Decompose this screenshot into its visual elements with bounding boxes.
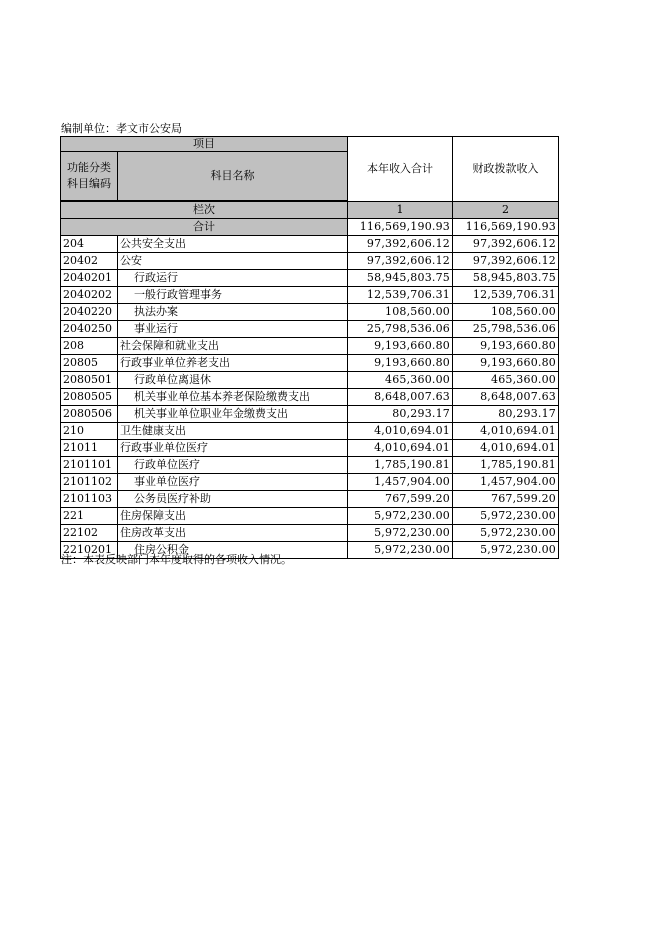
- table-row: [61, 440, 559, 457]
- row-code: 21011: [61, 440, 118, 457]
- table-row: [61, 508, 559, 525]
- row-code: 2040250: [61, 321, 118, 338]
- row-code: 210: [61, 423, 118, 440]
- table-row: [61, 287, 559, 304]
- row-name: 行政单位离退休: [118, 372, 348, 389]
- row-col1: 5,972,230.00: [348, 508, 453, 525]
- row-name: 执法办案: [118, 304, 348, 321]
- row-col2: 8,648,007.63: [453, 389, 559, 406]
- row-name: 住房保障支出: [118, 508, 348, 525]
- row-col2: 9,193,660.80: [453, 338, 559, 355]
- row-col1: 1,457,904.00: [348, 474, 453, 491]
- col1-number: 1: [348, 202, 453, 219]
- row-col2: 465,360.00: [453, 372, 559, 389]
- row-code: 2080505: [61, 389, 118, 406]
- row-name: 行政事业单位医疗: [118, 440, 348, 457]
- table-row: [61, 457, 559, 474]
- item-header: 项目: [61, 137, 348, 152]
- table-row: [61, 236, 559, 253]
- row-col2: 4,010,694.01: [453, 423, 559, 440]
- row-col1: 5,972,230.00: [348, 525, 453, 542]
- table-row: [61, 304, 559, 321]
- row-code: 2040201: [61, 270, 118, 287]
- row-code: 2101102: [61, 474, 118, 491]
- row-col2: 25,798,536.06: [453, 321, 559, 338]
- row-col1: 8,648,007.63: [348, 389, 453, 406]
- row-col1: 465,360.00: [348, 372, 453, 389]
- row-code: 2040220: [61, 304, 118, 321]
- row-col2: 80,293.17: [453, 406, 559, 423]
- table-row: [61, 338, 559, 355]
- row-col1: 97,392,606.12: [348, 253, 453, 270]
- row-col2: 97,392,606.12: [453, 236, 559, 253]
- row-name: 行政单位医疗: [118, 457, 348, 474]
- row-name: 行政事业单位养老支出: [118, 355, 348, 372]
- table-row: [61, 406, 559, 423]
- row-name: 行政运行: [118, 270, 348, 287]
- row-name: 公共安全支出: [118, 236, 348, 253]
- row-code: 20402: [61, 253, 118, 270]
- row-name: 卫生健康支出: [118, 423, 348, 440]
- row-col1: 80,293.17: [348, 406, 453, 423]
- row-name: 事业运行: [118, 321, 348, 338]
- row-col1: 12,539,706.31: [348, 287, 453, 304]
- row-col2: 5,972,230.00: [453, 525, 559, 542]
- row-code: 208: [61, 338, 118, 355]
- row-name: 公安: [118, 253, 348, 270]
- row-col2: 1,457,904.00: [453, 474, 559, 491]
- table-row: [61, 270, 559, 287]
- row-col2: 9,193,660.80: [453, 355, 559, 372]
- table-row: [61, 321, 559, 338]
- table-row: [61, 474, 559, 491]
- total-col2: 116,569,190.93: [453, 219, 559, 236]
- row-col2: 5,972,230.00: [453, 508, 559, 525]
- row-col2: 767,599.20: [453, 491, 559, 508]
- row-number-row: [61, 202, 559, 219]
- row-name: 机关事业单位职业年金缴费支出: [118, 406, 348, 423]
- table-row: [61, 389, 559, 406]
- row-code: 2210201: [61, 542, 118, 559]
- row-name: 公务员医疗补助: [118, 491, 348, 508]
- row-col2: 58,945,803.75: [453, 270, 559, 287]
- row-col1: 97,392,606.12: [348, 236, 453, 253]
- row-code: 2040202: [61, 287, 118, 304]
- row-col2: 4,010,694.01: [453, 440, 559, 457]
- code-col-header-line1: 功能分类: [67, 161, 111, 174]
- row-name: 社会保障和就业支出: [118, 338, 348, 355]
- row-col1: 1,785,190.81: [348, 457, 453, 474]
- row-code: 2080501: [61, 372, 118, 389]
- col2-number: 2: [453, 202, 559, 219]
- total-col1: 116,569,190.93: [348, 219, 453, 236]
- table-note: 注：本表反映部门本年度取得的各项收入情况。: [61, 553, 292, 566]
- code-col-header-line2: 科目编码: [67, 177, 111, 190]
- row-name: 住房公积金: [118, 542, 348, 559]
- name-col-header: 科目名称: [118, 152, 348, 201]
- total-row: [61, 219, 559, 236]
- row-col2: 1,785,190.81: [453, 457, 559, 474]
- row-name: 机关事业单位基本养老保险缴费支出: [118, 389, 348, 406]
- row-col1: 4,010,694.01: [348, 440, 453, 457]
- col1-header: 本年收入合计: [348, 137, 453, 202]
- row-col1: 9,193,660.80: [348, 338, 453, 355]
- row-code: 2101101: [61, 457, 118, 474]
- row-col2: 5,972,230.00: [453, 542, 559, 559]
- header-row-item: [61, 137, 559, 152]
- row-col2: 108,560.00: [453, 304, 559, 321]
- row-code: 2101103: [61, 491, 118, 508]
- row-name: 事业单位医疗: [118, 474, 348, 491]
- row-col2: 97,392,606.12: [453, 253, 559, 270]
- col2-header: 财政拨款收入: [453, 137, 559, 202]
- row-col2: 12,539,706.31: [453, 287, 559, 304]
- table-row: [61, 372, 559, 389]
- row-col1: 4,010,694.01: [348, 423, 453, 440]
- row-code: 204: [61, 236, 118, 253]
- row-number-label: 栏次: [61, 202, 348, 219]
- income-table: [60, 136, 559, 559]
- row-col1: 767,599.20: [348, 491, 453, 508]
- row-code: 2080506: [61, 406, 118, 423]
- row-col1: 58,945,803.75: [348, 270, 453, 287]
- row-name: 一般行政管理事务: [118, 287, 348, 304]
- row-code: 221: [61, 508, 118, 525]
- row-col1: 5,972,230.00: [348, 542, 453, 559]
- preparing-unit-label: 编制单位：孝文市公安局: [61, 122, 182, 135]
- row-col1: 108,560.00: [348, 304, 453, 321]
- table-row: [61, 491, 559, 508]
- table-row: [61, 423, 559, 440]
- row-col1: 9,193,660.80: [348, 355, 453, 372]
- row-code: 22102: [61, 525, 118, 542]
- row-col1: 25,798,536.06: [348, 321, 453, 338]
- code-col-header: [61, 152, 118, 201]
- row-name: 住房改革支出: [118, 525, 348, 542]
- table-row: [61, 253, 559, 270]
- table-row: [61, 525, 559, 542]
- row-code: 20805: [61, 355, 118, 372]
- table-row: [61, 355, 559, 372]
- total-label: 合计: [61, 219, 348, 236]
